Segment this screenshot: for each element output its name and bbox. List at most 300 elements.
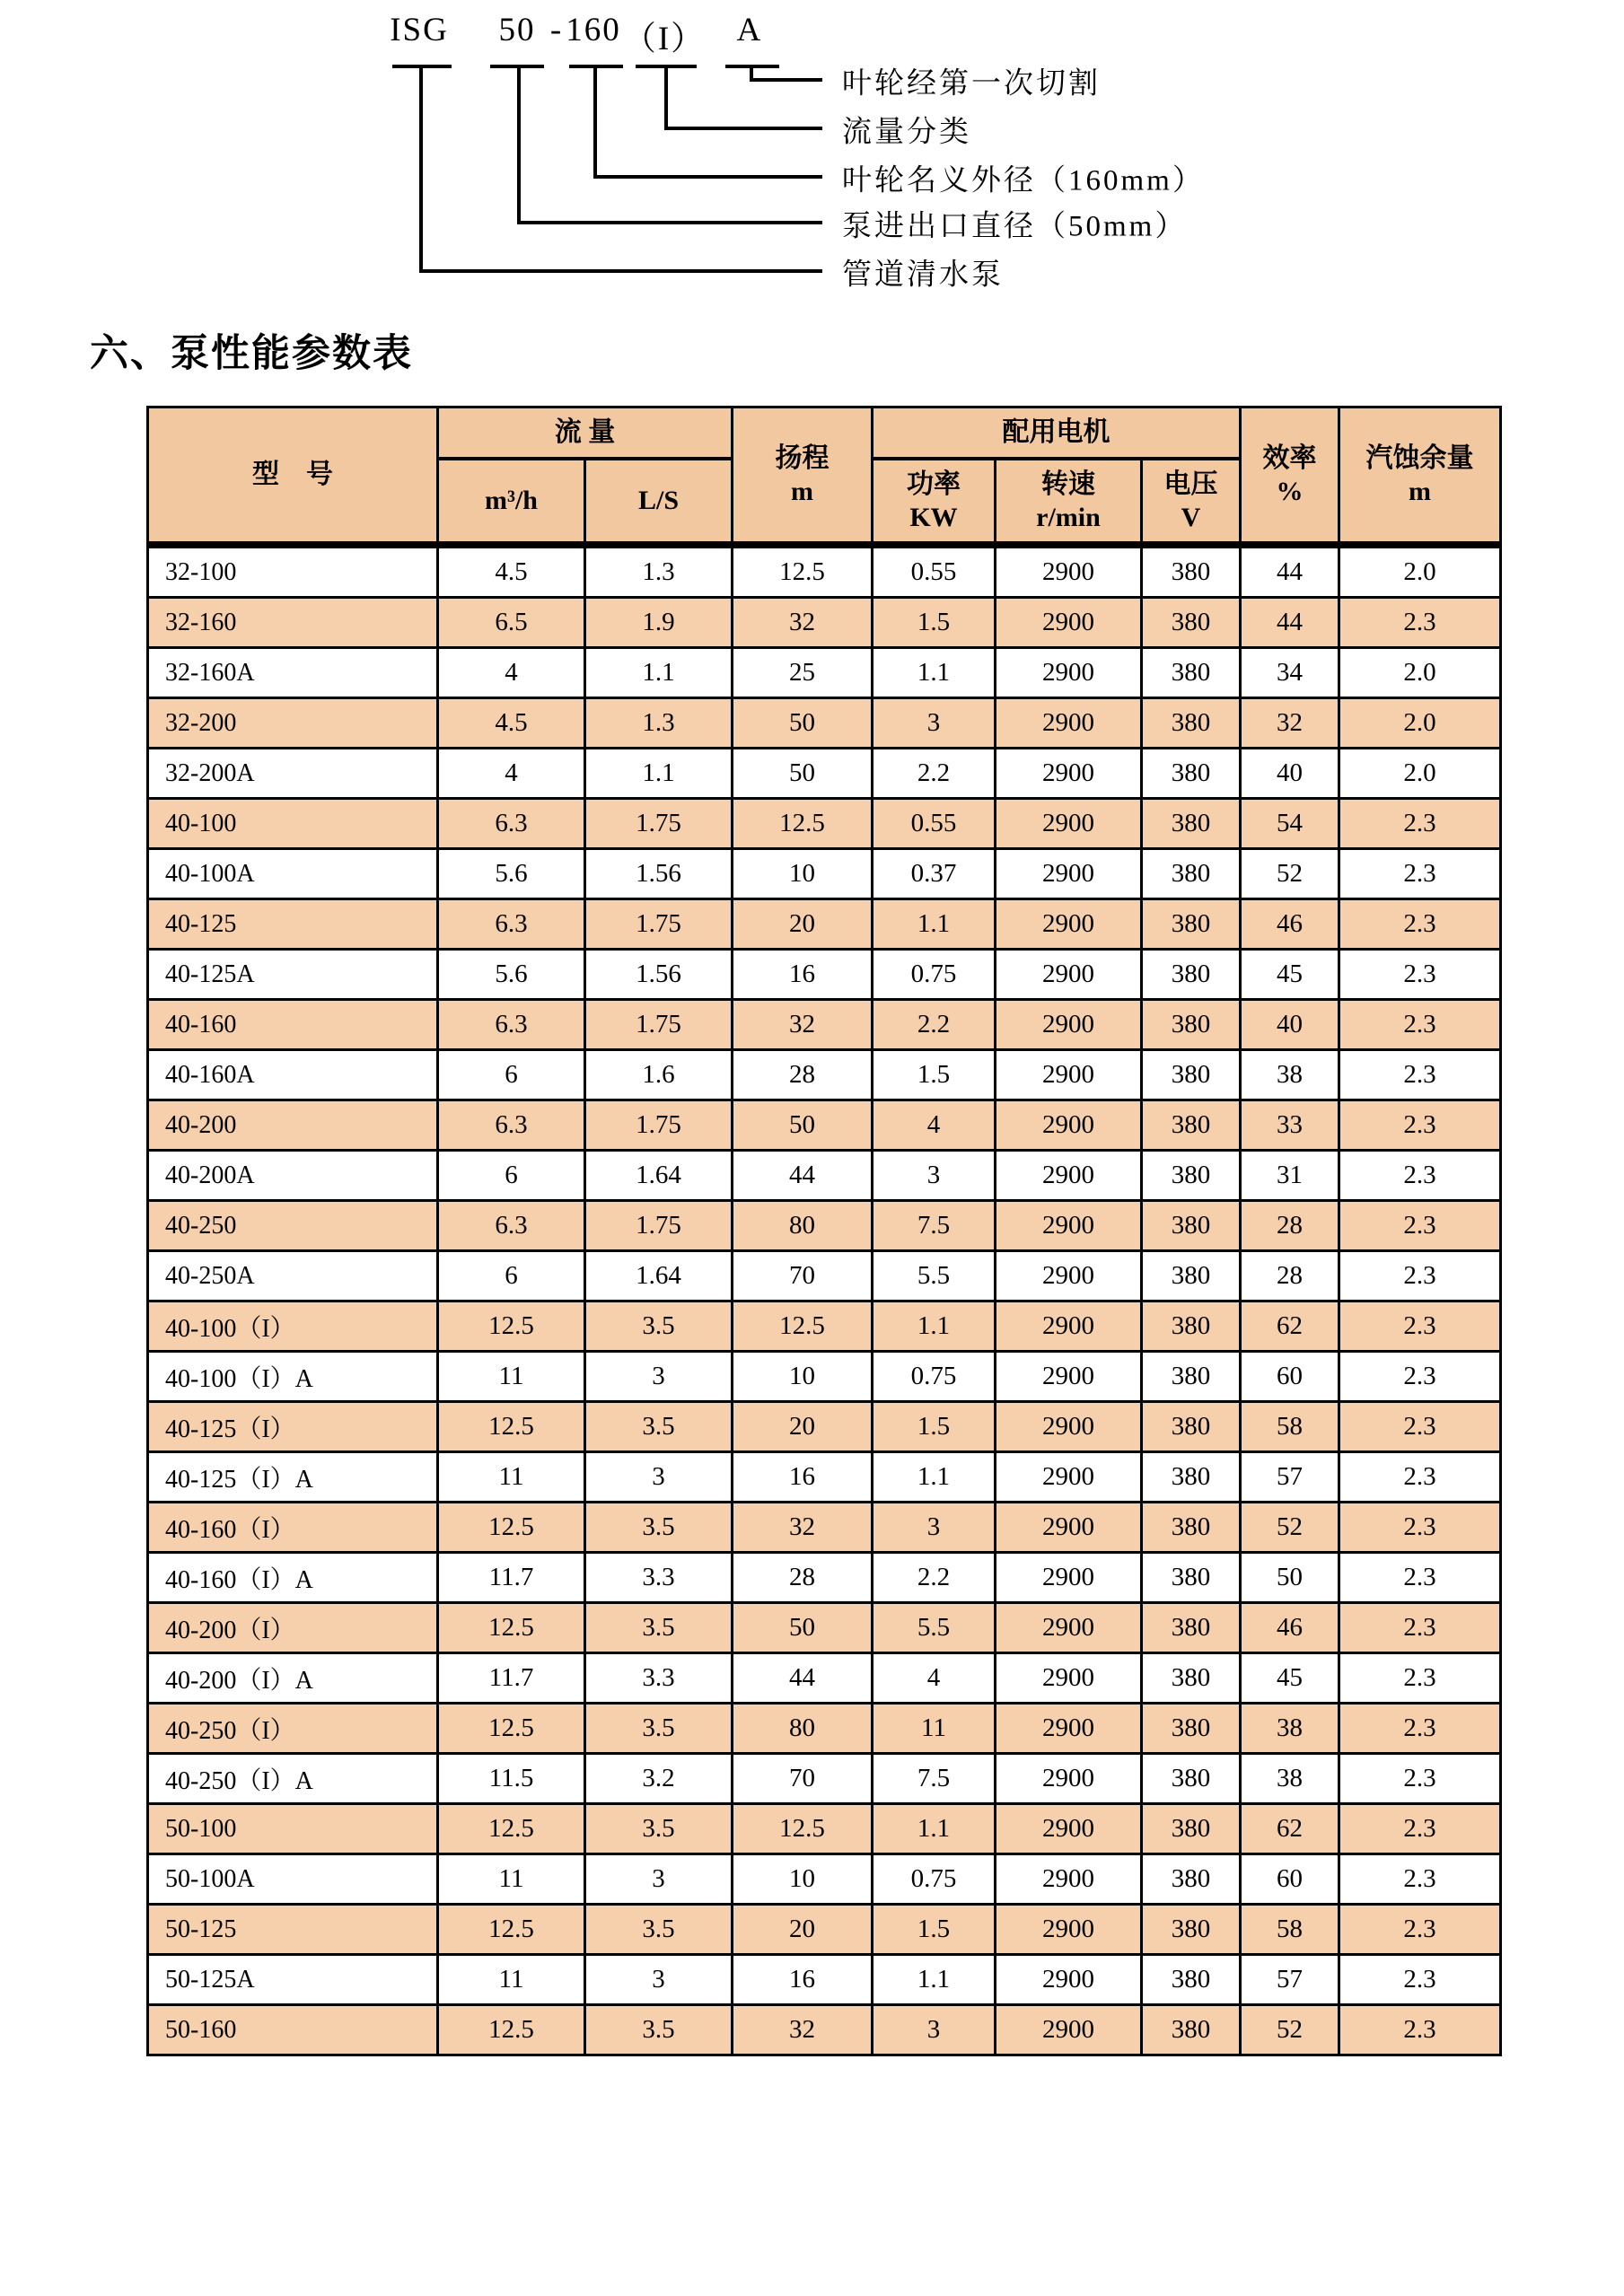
value-cell: 2.3 — [1339, 849, 1501, 899]
col-header-flow-m3h-label: m³/h — [484, 486, 538, 516]
value-cell: 12.5 — [438, 1704, 585, 1754]
table-row — [148, 1352, 1501, 1402]
col-header-efficiency — [1241, 407, 1339, 546]
diagram-label: 流量分类 — [842, 116, 971, 149]
value-cell: 38 — [1241, 1050, 1339, 1100]
value-cell: 380 — [1142, 1503, 1241, 1553]
value-cell: 11 — [438, 1352, 585, 1402]
value-cell: 0.37 — [873, 849, 996, 899]
col-header-flow-m3h — [438, 459, 585, 545]
value-cell: 32 — [733, 1503, 873, 1553]
pump-model-code-diagram — [0, 0, 1624, 332]
value-cell: 2900 — [996, 1905, 1142, 1955]
col-header-flow-ls — [585, 459, 733, 545]
value-cell: 2900 — [996, 1000, 1142, 1050]
value-cell: 1.5 — [873, 598, 996, 648]
value-cell: 2.0 — [1339, 545, 1501, 598]
value-cell: 50 — [733, 698, 873, 749]
table-row — [148, 698, 1501, 749]
value-cell: 20 — [733, 899, 873, 950]
value-cell: 380 — [1142, 1704, 1241, 1754]
value-cell: 2.2 — [873, 1553, 996, 1603]
value-cell: 62 — [1241, 1804, 1339, 1854]
value-cell: 12.5 — [438, 1503, 585, 1553]
value-cell: 3.3 — [585, 1653, 733, 1704]
value-cell: 2.3 — [1339, 1201, 1501, 1251]
connector-line-horizontal — [664, 127, 822, 130]
value-cell: 28 — [733, 1050, 873, 1100]
value-cell: 1.56 — [585, 849, 733, 899]
value-cell: 4.5 — [438, 545, 585, 598]
value-cell: 28 — [1241, 1201, 1339, 1251]
table-row — [148, 1151, 1501, 1201]
value-cell: 2.3 — [1339, 2005, 1501, 2055]
value-cell: 5.5 — [873, 1251, 996, 1301]
value-cell: 6.3 — [438, 1000, 585, 1050]
value-cell: 2.3 — [1339, 1955, 1501, 2005]
value-cell: 52 — [1241, 2005, 1339, 2055]
value-cell: 2900 — [996, 1754, 1142, 1804]
value-cell: 7.5 — [873, 1754, 996, 1804]
value-cell: 2900 — [996, 1955, 1142, 2005]
code-segment: 160 — [566, 12, 621, 48]
value-cell: 62 — [1241, 1301, 1339, 1352]
value-cell: 2900 — [996, 749, 1142, 799]
value-cell: 1.56 — [585, 950, 733, 1000]
value-cell: 2.3 — [1339, 950, 1501, 1000]
value-cell: 2.3 — [1339, 1603, 1501, 1653]
value-cell: 50 — [1241, 1553, 1339, 1603]
value-cell: 2900 — [996, 1201, 1142, 1251]
value-cell: 2900 — [996, 1603, 1142, 1653]
connector-line-horizontal — [593, 175, 822, 179]
value-cell: 380 — [1142, 799, 1241, 849]
model-cell: 40-250 — [148, 1201, 438, 1251]
value-cell: 380 — [1142, 1402, 1241, 1452]
value-cell: 2.3 — [1339, 1050, 1501, 1100]
value-cell: 1.5 — [873, 1402, 996, 1452]
value-cell: 1.1 — [873, 1452, 996, 1503]
value-cell: 2.2 — [873, 1000, 996, 1050]
value-cell: 2900 — [996, 1151, 1142, 1201]
model-cell: 32-200 — [148, 698, 438, 749]
table-row — [148, 1905, 1501, 1955]
value-cell: 70 — [733, 1754, 873, 1804]
value-cell: 2900 — [996, 1804, 1142, 1854]
value-cell: 2900 — [996, 799, 1142, 849]
value-cell: 2900 — [996, 2005, 1142, 2055]
value-cell: 3 — [585, 1352, 733, 1402]
value-cell: 1.3 — [585, 545, 733, 598]
value-cell: 6.3 — [438, 1201, 585, 1251]
col-header-npsh-label: 汽蚀余量 — [1365, 443, 1474, 473]
model-cell: 40-200（I）A — [148, 1653, 438, 1704]
value-cell: 2900 — [996, 1402, 1142, 1452]
table-row — [148, 1402, 1501, 1452]
model-cell: 40-200A — [148, 1151, 438, 1201]
value-cell: 2900 — [996, 698, 1142, 749]
value-cell: 1.1 — [873, 1301, 996, 1352]
value-cell: 60 — [1241, 1854, 1339, 1905]
diagram-label: 泵进出口直径（50mm） — [842, 210, 1188, 243]
table-row — [148, 1452, 1501, 1503]
value-cell: 4 — [438, 749, 585, 799]
value-cell: 0.75 — [873, 1352, 996, 1402]
value-cell: 4 — [438, 648, 585, 698]
value-cell: 12.5 — [733, 545, 873, 598]
value-cell: 57 — [1241, 1955, 1339, 2005]
connector-line-horizontal — [750, 78, 822, 82]
value-cell: 380 — [1142, 598, 1241, 648]
col-header-efficiency-unit: % — [1276, 477, 1304, 506]
table-row — [148, 598, 1501, 648]
value-cell: 52 — [1241, 849, 1339, 899]
value-cell: 50 — [733, 1603, 873, 1653]
value-cell: 10 — [733, 1352, 873, 1402]
value-cell: 3.2 — [585, 1754, 733, 1804]
col-header-head-unit: m — [791, 477, 813, 506]
value-cell: 3.3 — [585, 1553, 733, 1603]
col-header-head — [733, 407, 873, 546]
value-cell: 2.3 — [1339, 1301, 1501, 1352]
model-cell: 40-100A — [148, 849, 438, 899]
value-cell: 2900 — [996, 598, 1142, 648]
col-header-voltage-unit: V — [1181, 503, 1201, 532]
connector-line-vertical — [419, 68, 423, 273]
value-cell: 380 — [1142, 1050, 1241, 1100]
value-cell: 380 — [1142, 698, 1241, 749]
diagram-label: 叶轮经第一次切割 — [842, 67, 1101, 101]
model-cell: 40-250A — [148, 1251, 438, 1301]
value-cell: 380 — [1142, 1653, 1241, 1704]
value-cell: 3.5 — [585, 1503, 733, 1553]
value-cell: 46 — [1241, 899, 1339, 950]
table-row — [148, 749, 1501, 799]
model-cell: 40-200（I） — [148, 1603, 438, 1653]
value-cell: 11.5 — [438, 1754, 585, 1804]
value-cell: 0.55 — [873, 545, 996, 598]
table-row — [148, 1603, 1501, 1653]
col-header-speed-unit: r/min — [1036, 503, 1101, 532]
value-cell: 380 — [1142, 1452, 1241, 1503]
value-cell: 2.3 — [1339, 1854, 1501, 1905]
value-cell: 12.5 — [438, 1301, 585, 1352]
value-cell: 28 — [1241, 1251, 1339, 1301]
value-cell: 54 — [1241, 799, 1339, 849]
value-cell: 1.75 — [585, 1201, 733, 1251]
value-cell: 2900 — [996, 1050, 1142, 1100]
col-header-speed — [996, 459, 1142, 545]
value-cell: 380 — [1142, 648, 1241, 698]
value-cell: 12.5 — [733, 1301, 873, 1352]
model-cell: 40-160 — [148, 1000, 438, 1050]
value-cell: 380 — [1142, 1301, 1241, 1352]
table-row — [148, 950, 1501, 1000]
value-cell: 3.5 — [585, 1603, 733, 1653]
col-header-power-label: 功率 — [907, 469, 961, 499]
value-cell: 2900 — [996, 1301, 1142, 1352]
value-cell: 2.3 — [1339, 1553, 1501, 1603]
table-row — [148, 1754, 1501, 1804]
value-cell: 3.5 — [585, 1704, 733, 1754]
value-cell: 3 — [873, 1503, 996, 1553]
value-cell: 380 — [1142, 749, 1241, 799]
value-cell: 11.7 — [438, 1653, 585, 1704]
value-cell: 2.3 — [1339, 1704, 1501, 1754]
value-cell: 33 — [1241, 1100, 1339, 1151]
value-cell: 380 — [1142, 849, 1241, 899]
value-cell: 2900 — [996, 1452, 1142, 1503]
value-cell: 380 — [1142, 1603, 1241, 1653]
value-cell: 2900 — [996, 648, 1142, 698]
value-cell: 2900 — [996, 1704, 1142, 1754]
value-cell: 2.3 — [1339, 1452, 1501, 1503]
value-cell: 2.3 — [1339, 1100, 1501, 1151]
code-segment: ISG — [390, 12, 449, 48]
value-cell: 11 — [438, 1452, 585, 1503]
value-cell: 31 — [1241, 1151, 1339, 1201]
model-cell: 40-160A — [148, 1050, 438, 1100]
table-header — [148, 407, 1501, 546]
model-cell: 32-160 — [148, 598, 438, 648]
value-cell: 3 — [873, 1151, 996, 1201]
model-cell: 40-125（I）A — [148, 1452, 438, 1503]
value-cell: 52 — [1241, 1503, 1339, 1553]
value-cell: 7.5 — [873, 1201, 996, 1251]
value-cell: 38 — [1241, 1754, 1339, 1804]
value-cell: 1.64 — [585, 1151, 733, 1201]
table-row — [148, 1201, 1501, 1251]
value-cell: 40 — [1241, 749, 1339, 799]
table-row — [148, 1301, 1501, 1352]
value-cell: 2900 — [996, 1503, 1142, 1553]
value-cell: 1.1 — [585, 648, 733, 698]
table-row — [148, 1503, 1501, 1553]
connector-line-horizontal — [517, 221, 822, 224]
value-cell: 2900 — [996, 545, 1142, 598]
value-cell: 0.75 — [873, 1854, 996, 1905]
value-cell: 4.5 — [438, 698, 585, 749]
value-cell: 2.3 — [1339, 1151, 1501, 1201]
value-cell: 1.1 — [873, 899, 996, 950]
value-cell: 6.3 — [438, 899, 585, 950]
value-cell: 3.5 — [585, 1402, 733, 1452]
value-cell: 380 — [1142, 899, 1241, 950]
value-cell: 2900 — [996, 950, 1142, 1000]
table-row — [148, 2005, 1501, 2055]
code-segment: 50 — [498, 12, 536, 48]
model-cell: 40-200 — [148, 1100, 438, 1151]
value-cell: 10 — [733, 849, 873, 899]
value-cell: 2900 — [996, 1854, 1142, 1905]
value-cell: 12.5 — [438, 2005, 585, 2055]
value-cell: 11 — [438, 1955, 585, 2005]
value-cell: 1.75 — [585, 1100, 733, 1151]
value-cell: 12.5 — [438, 1905, 585, 1955]
value-cell: 1.5 — [873, 1905, 996, 1955]
value-cell: 2.3 — [1339, 598, 1501, 648]
table-row — [148, 1100, 1501, 1151]
value-cell: 80 — [733, 1201, 873, 1251]
value-cell: 5.6 — [438, 849, 585, 899]
value-cell: 4 — [873, 1653, 996, 1704]
value-cell: 2.3 — [1339, 799, 1501, 849]
col-header-speed-label: 转速 — [1041, 469, 1095, 499]
value-cell: 380 — [1142, 1804, 1241, 1854]
table-row — [148, 799, 1501, 849]
table-body — [148, 545, 1501, 2055]
col-header-npsh — [1339, 407, 1501, 546]
value-cell: 2.0 — [1339, 698, 1501, 749]
value-cell: 6.3 — [438, 1100, 585, 1151]
table-row — [148, 1000, 1501, 1050]
value-cell: 20 — [733, 1402, 873, 1452]
code-segment: A — [736, 12, 763, 48]
value-cell: 380 — [1142, 1151, 1241, 1201]
col-header-power-unit: KW — [909, 503, 958, 532]
model-cell: 50-160 — [148, 2005, 438, 2055]
value-cell: 3.5 — [585, 2005, 733, 2055]
value-cell: 44 — [1241, 598, 1339, 648]
model-cell: 32-200A — [148, 749, 438, 799]
model-cell: 50-125 — [148, 1905, 438, 1955]
connector-line-vertical — [664, 68, 668, 130]
value-cell: 0.75 — [873, 950, 996, 1000]
value-cell: 380 — [1142, 1754, 1241, 1804]
value-cell: 12.5 — [438, 1804, 585, 1854]
value-cell: 2.0 — [1339, 749, 1501, 799]
value-cell: 380 — [1142, 1201, 1241, 1251]
value-cell: 380 — [1142, 1905, 1241, 1955]
table-row — [148, 1553, 1501, 1603]
col-header-voltage-label: 电压 — [1163, 469, 1218, 499]
value-cell: 46 — [1241, 1603, 1339, 1653]
value-cell: 11.7 — [438, 1553, 585, 1603]
value-cell: 380 — [1142, 2005, 1241, 2055]
value-cell: 3.5 — [585, 1905, 733, 1955]
value-cell: 4 — [873, 1100, 996, 1151]
col-header-voltage — [1142, 459, 1241, 545]
value-cell: 1.64 — [585, 1251, 733, 1301]
value-cell: 28 — [733, 1553, 873, 1603]
value-cell: 1.75 — [585, 1000, 733, 1050]
value-cell: 3 — [873, 2005, 996, 2055]
value-cell: 25 — [733, 648, 873, 698]
value-cell: 2.3 — [1339, 1905, 1501, 1955]
model-cell: 40-250（I）A — [148, 1754, 438, 1804]
table-row — [148, 1251, 1501, 1301]
value-cell: 5.5 — [873, 1603, 996, 1653]
model-cell: 50-100 — [148, 1804, 438, 1854]
table-row — [148, 1955, 1501, 2005]
model-cell: 32-160A — [148, 648, 438, 698]
diagram-label: 管道清水泵 — [842, 259, 1004, 292]
value-cell: 32 — [733, 1000, 873, 1050]
value-cell: 3 — [585, 1955, 733, 2005]
value-cell: 2.3 — [1339, 1000, 1501, 1050]
value-cell: 12.5 — [438, 1402, 585, 1452]
value-cell: 380 — [1142, 1000, 1241, 1050]
value-cell: 2900 — [996, 1653, 1142, 1704]
value-cell: 0.55 — [873, 799, 996, 849]
value-cell: 380 — [1142, 545, 1241, 598]
value-cell: 10 — [733, 1854, 873, 1905]
value-cell: 1.6 — [585, 1050, 733, 1100]
value-cell: 38 — [1241, 1704, 1339, 1754]
value-cell: 2900 — [996, 1553, 1142, 1603]
table-row — [148, 849, 1501, 899]
table-row — [148, 1704, 1501, 1754]
value-cell: 2.3 — [1339, 1251, 1501, 1301]
model-cell: 40-100 — [148, 799, 438, 849]
value-cell: 12.5 — [733, 799, 873, 849]
value-cell: 3.5 — [585, 1301, 733, 1352]
code-segment: （I） — [622, 21, 707, 57]
value-cell: 5.6 — [438, 950, 585, 1000]
col-header-flow-ls-label: L/S — [637, 486, 680, 516]
value-cell: 6 — [438, 1050, 585, 1100]
value-cell: 70 — [733, 1251, 873, 1301]
table-row — [148, 545, 1501, 598]
value-cell: 12.5 — [733, 1804, 873, 1854]
value-cell: 6.3 — [438, 799, 585, 849]
model-cell: 40-250（I） — [148, 1704, 438, 1754]
value-cell: 2900 — [996, 899, 1142, 950]
table-row — [148, 1653, 1501, 1704]
value-cell: 1.9 — [585, 598, 733, 648]
value-cell: 20 — [733, 1905, 873, 1955]
value-cell: 2.3 — [1339, 1352, 1501, 1402]
col-header-model-label: 型 号 — [252, 460, 333, 490]
col-group-flow — [438, 407, 733, 460]
value-cell: 380 — [1142, 1553, 1241, 1603]
value-cell: 57 — [1241, 1452, 1339, 1503]
model-cell: 40-160（I） — [148, 1503, 438, 1553]
value-cell: 44 — [733, 1653, 873, 1704]
value-cell: 2.3 — [1339, 1754, 1501, 1804]
value-cell: 2900 — [996, 1100, 1142, 1151]
value-cell: 1.75 — [585, 799, 733, 849]
value-cell: 16 — [733, 1452, 873, 1503]
value-cell: 34 — [1241, 648, 1339, 698]
value-cell: 380 — [1142, 1955, 1241, 2005]
value-cell: 16 — [733, 950, 873, 1000]
model-cell: 40-100（I）A — [148, 1352, 438, 1402]
connector-line-vertical — [517, 68, 521, 224]
value-cell: 11 — [438, 1854, 585, 1905]
col-group-flow-label: 流 量 — [554, 417, 616, 448]
value-cell: 1.75 — [585, 899, 733, 950]
value-cell: 16 — [733, 1955, 873, 2005]
col-header-model — [148, 407, 438, 546]
model-cell: 50-125A — [148, 1955, 438, 2005]
value-cell: 2900 — [996, 849, 1142, 899]
value-cell: 380 — [1142, 950, 1241, 1000]
value-cell: 3 — [585, 1452, 733, 1503]
value-cell: 11 — [873, 1704, 996, 1754]
value-cell: 45 — [1241, 950, 1339, 1000]
value-cell: 32 — [733, 2005, 873, 2055]
value-cell: 60 — [1241, 1352, 1339, 1402]
col-header-efficiency-label: 效率 — [1262, 443, 1317, 473]
value-cell: 6 — [438, 1251, 585, 1301]
value-cell: 380 — [1142, 1352, 1241, 1402]
value-cell: 12.5 — [438, 1603, 585, 1653]
value-cell: 2.2 — [873, 749, 996, 799]
value-cell: 40 — [1241, 1000, 1339, 1050]
value-cell: 380 — [1142, 1100, 1241, 1151]
col-header-npsh-unit: m — [1409, 477, 1432, 506]
